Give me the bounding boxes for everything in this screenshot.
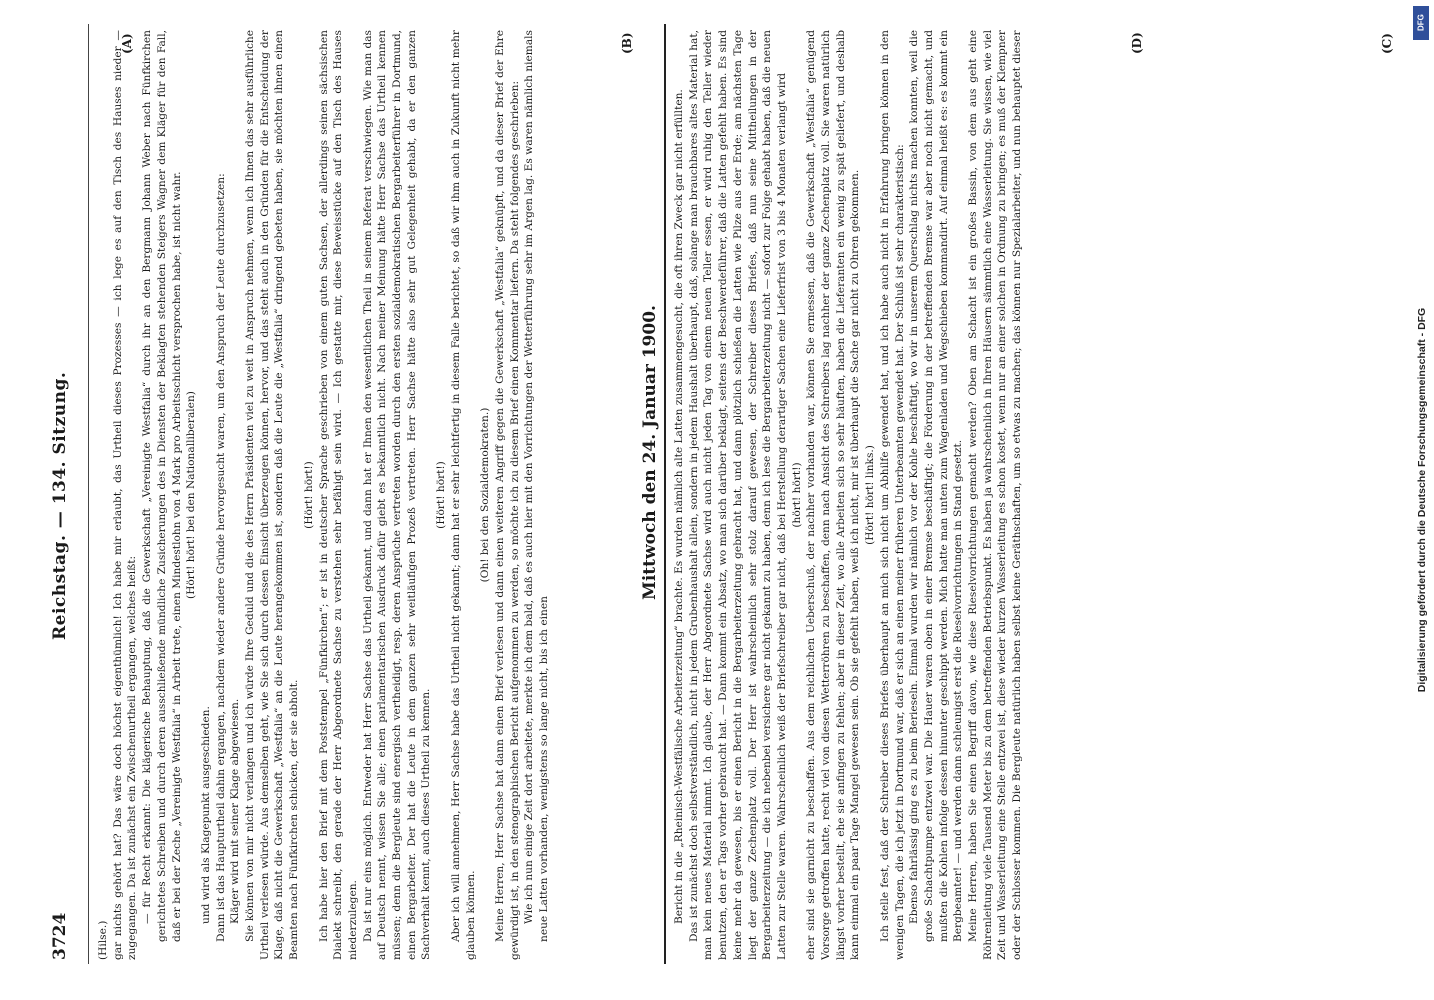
left-column-paragraph: (Hört! hört!) [302,461,315,529]
margin-mark-c: (C) [1380,33,1394,54]
left-running-title: Reichstag. — 134. Sitzung. [50,371,70,640]
margin-mark-a: (A) [120,33,134,54]
left-column-paragraph: und wird als Klagepunkt ausgeschieden. [199,706,212,924]
right-column-paragraph: Ich stelle fest, daß der Schreiber dieses Briefes überhaupt an mich sich nicht um Abhilfe gewendet hat, und ich habe auch nicht in Erfahrung bringen können in den wenigen Tagen, die ich jetzt in Dortmund war, daß er sich an einen meiner früheren Unterbeamten gewendet hat. Der Schluß ist sehr charakteristisch: [878,30,906,960]
left-column-paragraph: Kläger wird mit seiner Klage abgewiesen. [229,698,242,924]
left-column-paragraph: Dann ist das Haupturtheil dahin ergangen, nachdem wieder andere Gründe hervorgesucht waren, um den Anspruch der Leute durchzusetzen: [214,173,227,942]
left-column-paragraph: gar nichts gehört hat? Das wäre doch höchst eigenthümlich! Ich habe mir erlaubt, das Urtheil dieses Prozesses — ich lege es auf den Tisch des Hauses nieder — zugegangen. Da ist zunächst ein Zwischenurtheil ergangen, welches heißt: [111,30,139,960]
margin-mark-d: (D) [1130,32,1144,54]
left-column-paragraph: (Hört! hört!) [435,461,448,529]
digitization-credit: Digitalisierung gefördert durch die Deutsche Forschungsgemeinschaft - DFG [1416,307,1428,693]
right-running-title: Mittwoch den 24. Januar 1900. [640,305,660,600]
left-column-paragraph: Da ist nur eins möglich. Entweder hat Herr Sachse das Urtheil gekannt, und dann hat er Ihnen den wesentlichen Theil in seinem Referat verschwiegen. Wie man das auf Deutsch nennt, wissen Sie alle; einen parlamentarischen Ausdruck dafür giebt es bekanntlich nicht. Nach meiner Meinung hätte Herr Sachse das Urtheil kennen müssen; denn die Bergleute sind energisch vertheidigt, resp. deren Ansprüche vertreten worden durch den ersten sozialdemokratischen Bergarbeiterführer in Dortmund, einen Bergarbeiter. Der hat die Leute in dem ganzen sehr weitläufigen Prozeß vertreten. Herr Sachse hätte also sehr gut Gelegenheit gehabt, da er den ganzen Sachverhalt kennt, auch dieses Urtheil zu kennen. [361,30,433,960]
left-column-paragraph: Meine Herren, Herr Sachse hat dann einen Brief verlesen und dann einen weiteren Angriff gegen die Gewerkschaft „Westfalia“ geknüpft, und da dieser Brief der Ehre gewürdigt ist, in den stenographischen Bericht aufgenommen zu werden, so möchte ich zu diesem Brief einen Kommentar liefern. Da steht folgendes geschrieben: [493,30,521,960]
left-column-paragraph: Aber ich will annehmen, Herr Sachse habe das Urtheil nicht gekannt; dann hat er sehr leichtfertig in diesem Falle berichtet, so daß wir ihm auch in Zukunft nicht mehr glauben können. [449,30,477,960]
right-column-paragraph: Das ist zunächst doch selbstverständlich, nicht in jedem Grubenhaushalt allein, sondern in jedem Haushalt überhaupt, daß, solange man brauchbares altes Material hat, man kein neues Material nimmt. Ich glaube, der Herr Abgeordnete Sachse wird auch nicht jeden Tag von einem neuen Teller essen, er wird ruhig den Teller wieder benutzen, den er Tags vorher gebraucht hat. — Dann kommt ein Absatz, wo man sich darüber beklagt, seitens der Beschwerdeführer, daß die Latten gefehlt haben. Es sind keine mehr da gewesen, bis er einen Bericht in die Bergarbeiterzeitung gebracht hat, und dann plötzlich schießen die Latten wie Pilze aus der Erde; am nächsten Tage liegt der ganze Zechenplatz voll. Der Herr ist wahrscheinlich sehr stolz darauf gewesen, der Schreiber dieses Briefes, daß nun seine Mittheilungen in der Bergarbeiterzeitung — die ich nebenbei versichere gar nicht gekannt zu haben, denn ich lese die Bergarbeiterzeitung nicht — sofort zur Folge gehabt haben, daß die neuen Latten zur Stelle waren. Wahrscheinlich weiß der Briefschreiber gar nicht, daß bei Herstellung derartiger Sachen eine Lieferfrist von 3 bis 4 Monaten verlangt wird [687,30,788,960]
right-column-paragraph: Bericht in die „Rheinisch-Westfälische Arbeiterzeitung“ brachte. Es wurden nämlich alte Latten zusammengesucht, die oft ihren Zweck gar nicht erfüllten. [673,89,685,924]
margin-mark-b: (B) [620,32,634,54]
digitization-credit-strip [1410,0,1434,1000]
left-column-paragraph: (Hört! hört! bei den Nationalliberalen) [185,391,198,599]
right-column-paragraph: Meine Herren, haben Sie einen Begriff davon, wie diese Rieselvorrichtungen gemacht werden? Oben am Schacht ist ein großes Bassin, von dem aus geht eine Röhrenleitung viele Tausend Meter bis zu dem betreffenden Betriebspunkt. Es haben ja wahrscheinlich in Ihren Häusern sämmtlich eine Wasserleitung. Sie wissen, wie viel Zeit und Wasserleitung eine Stelle entzwei ist, diese wieder kurzen Wasserleitung es schon kostet, wenn nur an einer solchen in Ordnung zu bringen; es muß der Klempner oder der Schlosser kommen. Die Bergleute natürlich haben selbst keine Geräthschaften, um so etwas zu machen; das können nur Spezialarbeiter, und nun behauptet dieser [967,30,1024,960]
dfg-logo: DFG [1413,6,1429,40]
left-column-paragraph: Sie können von mir nicht verlangen und ich würde Ihre Geduld und die des Herrn Präsidenten viel zu weit in Anspruch nehmen, wenn ich Ihnen das sehr ausführliche Urtheil verlesen würde. Aus demselben geht, wie Sie sich durch dessen Einsicht überzeugen können, hervor, und das steht auch in den Gründen für die Entscheidung der Klage, daß nicht die Gewerkschaft „Westfalia“ an die Leute herangekommen ist, sondern daß die Leute die „Westfalia“ dringend gebeten haben, sie möchten ihnen einen Beamten nach Fünfkirchen schicken, der sie abholt. [244,30,301,960]
right-column-paragraph: (hört! hört!) [790,462,803,528]
page-number: 3724 [50,912,70,960]
left-column-paragraph: (Oh! bei den Sozialdemokraten.) [479,407,492,583]
right-column-paragraph: eher sind sie garnicht zu beschaffen. Aus dem reichlichen Ueberschuß, der nachher vorhanden war, können Sie ermessen, daß die Gewerkschaft „Westfalia“ genügend Vorsorge getroffen hatte, recht viel von diesen Wetterröhren zu beschaffen, denn nach Ansicht des Schreibers lag nachher der ganze Zechenplatz voll. Sie waren natürlich längst vorher bestellt, ehe sie anfingen zu fehlen; aber in dieser Zeit, wo alle Arbeiten sich so sehr häuften, haben die Lieferanten ein wenig zu spät geliefert, und deshalb kann einmal ein paar Tage Mangel gewesen sein. Ob sie gefehlt haben, weiß ich nicht, mir ist überhaupt die Sache gar nicht zu Ohren gekommen. [805,30,862,960]
left-column-paragraph: — für Recht erkannt: Die klägerische Behauptung, daß die Gewerkschaft „Vereinigte Westfalia“ durch ihr an den Bergmann Johann Weber nach Fünfkirchen gerichtetes Schreiben und durch deren ausschließende mündliche Zusicherungen des in Diensten der Beklagten stehenden Steigers Wagner dem Kläger für den Fall, daß er bei der Zeche „Vereinigte Westfalia“ in Arbeit trete, einen Mindestlohn von 4 Mark pro Arbeitsschicht versprochen habe, ist nicht wahr. [141,30,183,942]
right-column-paragraph: Ebenso fahrlässig ging es zu beim Berieseln. Einmal wurden wir nämlich vor der Kohle beschäftigt, wo wir in unserem Querschlag nichts machen konnten, weil die große Schachtpumpe entzwei war. Die Hauer waren oben in einer Bremse beschäftigt; die Förderung in der betreffenden Bremse war aber noch nicht gemacht, und mußten die Kohlen infolge dessen hinunter geschippt werden. Mich hatte man unten zum Wagenladen und Wegschieben kommandirt. Auf einmal heißt es: es kommt ein Bergbeamter! — und werden dann schleunigst erst die Rieselvorrichtungen in Stand gesetzt. [908,30,965,942]
left-column-paragraph: (Hilse.) [97,920,109,960]
left-column-paragraph: Wie ich nun einige Zeit dort arbeitete, merkte ich dem bald, daß es auch hier mit den Vorrichtungen der Wetterführung sehr im Argen lag. Es waren nämlich niemals neue Latten vorhanden, wenigstens so lange nicht, bis ich einen [523,30,551,942]
right-column-paragraph: (Hört! hört! links.) [864,445,877,545]
left-column-paragraph: Ich habe hier den Brief mit dem Poststempel „Fünfkirchen“; er ist in deutscher Sprache geschrieben von einem guten Sachsen, der allerdings seinen sächsischen Dialekt schreibt, den gerade der Herr Abgeordnete Sachse zu verstehen sehr befähigt sein wird. — Ich gestatte mir, diese Beweisstücke auf den Tisch des Hauses niederzulegen. [317,30,359,960]
